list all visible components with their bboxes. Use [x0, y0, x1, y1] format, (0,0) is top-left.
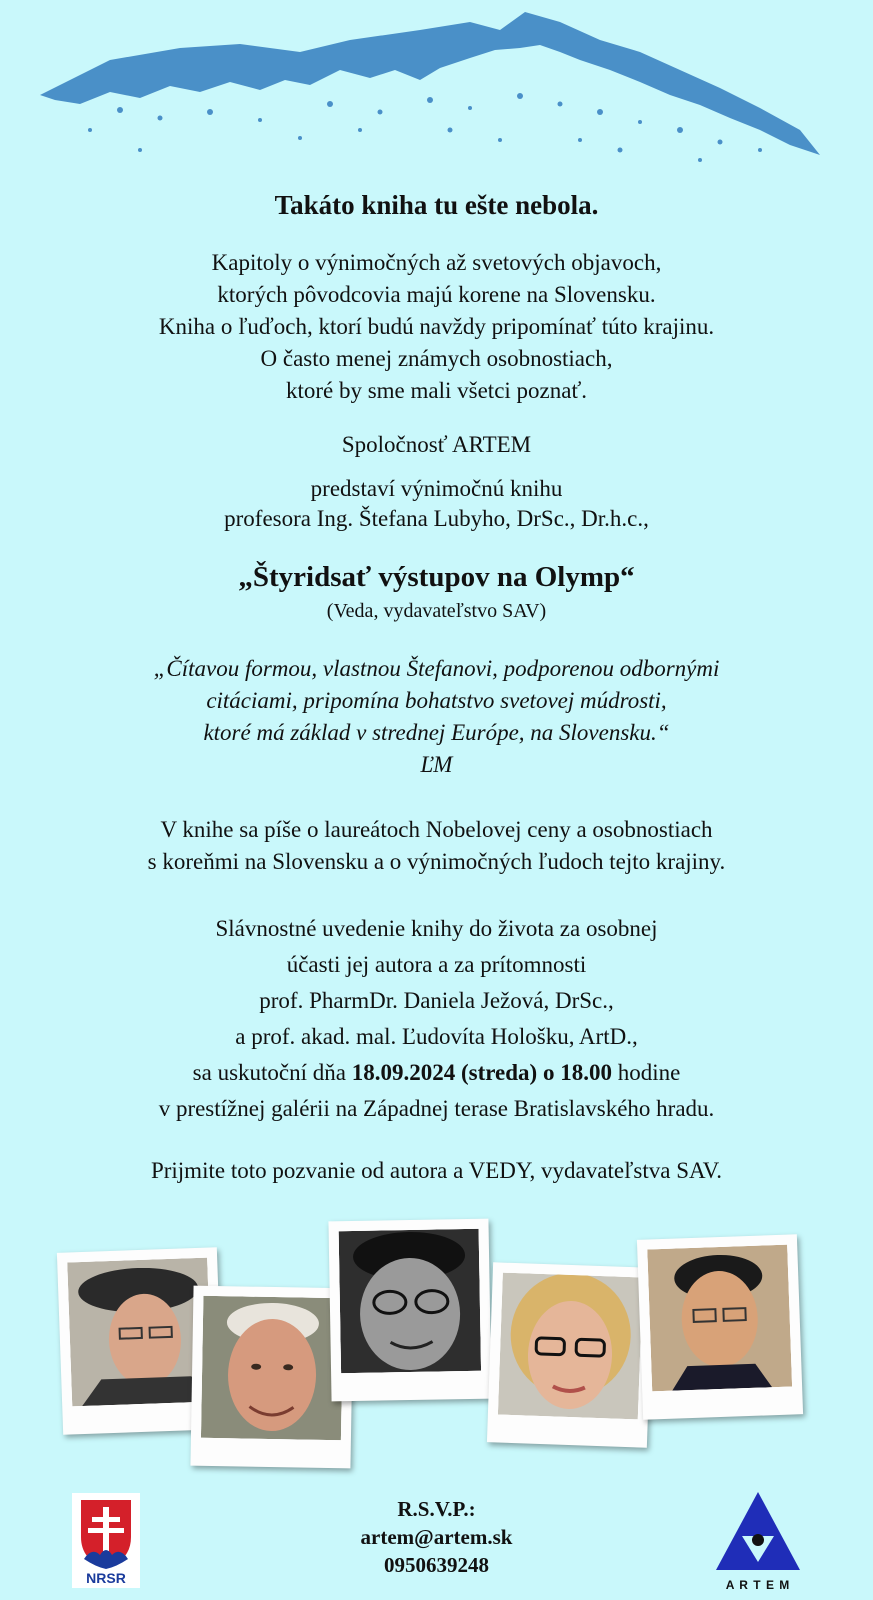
quote-author: ĽM — [420, 752, 453, 777]
rsvp-phone[interactable]: 0950639248 — [384, 1553, 489, 1577]
event-venue: v prestížnej galérii na Západnej terase Bratislavského hradu. — [158, 1096, 715, 1121]
artem-logo — [712, 1490, 804, 1590]
company-name: Spoločnosť ARTEM — [341, 432, 532, 457]
about-line: V knihe sa píše o laureátoch Nobelovej ceny a osobnostiach — [160, 817, 713, 842]
event-date: 18.09.2024 (streda) o 18.00 — [351, 1060, 612, 1085]
photo-guest-4 — [637, 1234, 803, 1419]
artem-label: A R T E M — [725, 1578, 791, 1592]
quote-line: citáciami, pripomína bohatstvo svetovej múdrosti, — [206, 688, 667, 713]
event-date-line — [0, 1058, 873, 1088]
quote-line: ktoré má základ v strednej Európe, na Slovensku.“ — [203, 720, 670, 745]
intro-line: ktorých pôvodcovia majú korene na Slovensku. — [217, 282, 656, 307]
author-line: profesora Ing. Štefana Lubyho, DrSc., Dr.h.c., — [224, 506, 649, 531]
about-line: s koreňmi na Slovensku a o výnimočných ľudoch tejto krajiny. — [147, 849, 726, 874]
presents-line: predstaví výnimočnú knihu — [310, 476, 563, 501]
headline: Takáto kniha tu ešte nebola. — [274, 190, 599, 220]
date-suffix: hodine — [611, 1060, 681, 1085]
rsvp-label: R.S.V.P.: — [397, 1497, 476, 1521]
intro-line: Kniha o ľuďoch, ktorí budú navždy pripomínať túto krajinu. — [158, 314, 715, 339]
date-prefix: sa uskutoční dňa — [192, 1060, 352, 1085]
quote-line: „Čítavou formou, vlastnou Štefanovi, podporenou odbornými — [153, 656, 720, 681]
photo-guest-2 — [328, 1219, 491, 1402]
intro-line: Kapitoly o výnimočných až svetových objavoch, — [211, 250, 662, 275]
rsvp-email[interactable]: artem@artem.sk — [360, 1525, 513, 1549]
mountain-illustration — [0, 0, 873, 200]
book-title: „Štyridsať výstupov na Olymp“ — [238, 561, 635, 593]
event-line: a prof. akad. mal. Ľudovíta Hološku, ArtD., — [235, 1024, 638, 1049]
nrsr-label: NRSR — [86, 1570, 126, 1586]
event-line: Slávnostné uvedenie knihy do života za osobnej — [215, 916, 658, 941]
intro-line: ktoré by sme mali všetci poznať. — [285, 378, 588, 403]
publisher: (Veda, vydavateľstvo SAV) — [326, 600, 547, 622]
event-line: prof. PharmDr. Daniela Ježová, DrSc., — [259, 988, 614, 1013]
intro-line: O často menej známych osobnostiach, — [260, 346, 613, 371]
photo-guest-3 — [487, 1262, 653, 1447]
event-line: účasti jej autora a za prítomnosti — [286, 952, 587, 977]
invitation-line: Prijmite toto pozvanie od autora a VEDY, vydavateľstva SAV. — [150, 1158, 723, 1183]
